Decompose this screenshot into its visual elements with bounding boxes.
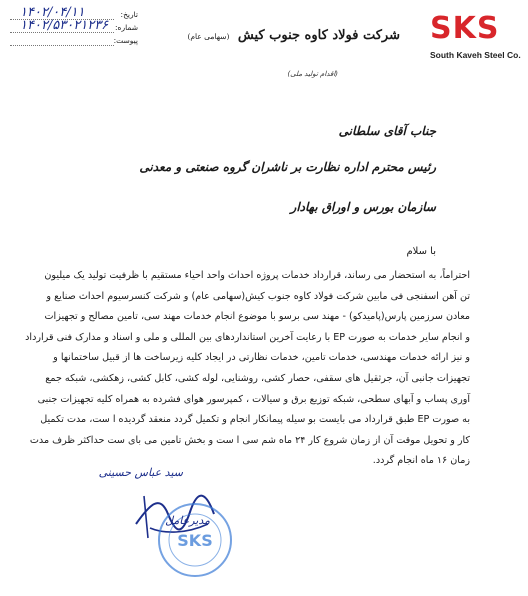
company-name-text: شرکت فولاد کاوه جنوب کیش xyxy=(237,28,400,43)
company-stamp xyxy=(155,500,235,580)
body-line: احتراماً، به استحضار می رساند، قرارداد خدمات پروژه احداث واحد احیاء مستقیم با ظرفیت تولید یک میلیون xyxy=(44,270,470,281)
date-label: تاریخ: xyxy=(120,10,138,19)
body-line: آوری پساب و آبهای سطحی، شبکه توزیع برق و سیالات ، کمپرسور هوای فشرده به همراه کلیه تجهیزات جنبی xyxy=(37,393,470,405)
company-slogan: (اقدام تولید ملی) xyxy=(287,70,338,78)
svg-text:SKS: SKS xyxy=(177,531,213,550)
body-line: و نیز ارائه خدمات مهندسی، خدمات تامین، خدمات نظارتی در ایجاد کلیه زیرساخت ها از قبیل ساختمانها و xyxy=(53,352,470,364)
company-logo xyxy=(430,11,521,66)
body-line: تجهیزات جانبی آن، جرثقیل های سقفی، حصار کشی، روشنایی، لوله کشی، کابل کشی، زهکشی، شبکه جمع xyxy=(45,372,470,384)
attachment-line xyxy=(10,45,114,46)
date-value: ۱۴۰۲/۰۴/۱۱ xyxy=(20,5,85,20)
number-value: ۱۴۰۲/۵۳۰۲۱۲۳۶ xyxy=(20,18,109,33)
body-line: تن آهن اسفنجی فی مابین شرکت فولاد کاوه جنوب کیش(سهامی عام) و شرکت کنسرسیوم احداث صنایع و xyxy=(46,290,470,302)
logo-subtitle: South Kaveh Steel Co. xyxy=(430,50,521,60)
attachment-label: پیوست: xyxy=(113,36,138,45)
attachment-row xyxy=(10,34,138,47)
letter-body xyxy=(20,266,470,472)
company-type: (سهامی عام) xyxy=(187,32,230,41)
body-line: زمان ۱۶ ماه انجام گردد. xyxy=(372,455,470,467)
number-label: شماره: xyxy=(115,23,138,32)
greeting: با سلام xyxy=(406,246,436,257)
logo-mark: SKS xyxy=(430,11,500,46)
recipient-name: جناب آقای سلطانی xyxy=(338,124,436,138)
signatory-title: مدیرعامل xyxy=(165,514,210,527)
body-line: به صورت EP طبق قرارداد می بایست بو سیله پیمانکار انجام و تکمیل گردد منعقد گردیده ا ست، مدت تکمیل xyxy=(40,414,470,426)
signatory-name: سید عباس حسینی xyxy=(98,466,183,479)
number-row xyxy=(10,18,138,34)
company-name xyxy=(187,28,400,43)
recipient-organization: سازمان بورس و اوراق بهادار xyxy=(290,200,436,214)
recipient-title: رئیس محترم اداره نظارت بر ناشران گروه صنعتی و معدنی xyxy=(139,160,436,174)
body-line: معادن سرزمین پارس(پامیدکو) - مهند سی برسو با موضوع انجام خدمات مهند سی، تامین مصالح و تجهیزات xyxy=(44,311,470,323)
body-line: کار و تحویل موقت آن از زمان شروع کار ۲۴ ماه شم سی ا ست و بخش تامین می بای ست حداکثر ظرف مدت xyxy=(29,434,470,446)
letter-meta xyxy=(10,5,138,47)
body-line: و انجام سایر خدمات به صورت EP با رعایت آخرین استانداردهای بین المللی و ملی و اسناد و مدارک فنی قرارداد xyxy=(25,331,470,343)
